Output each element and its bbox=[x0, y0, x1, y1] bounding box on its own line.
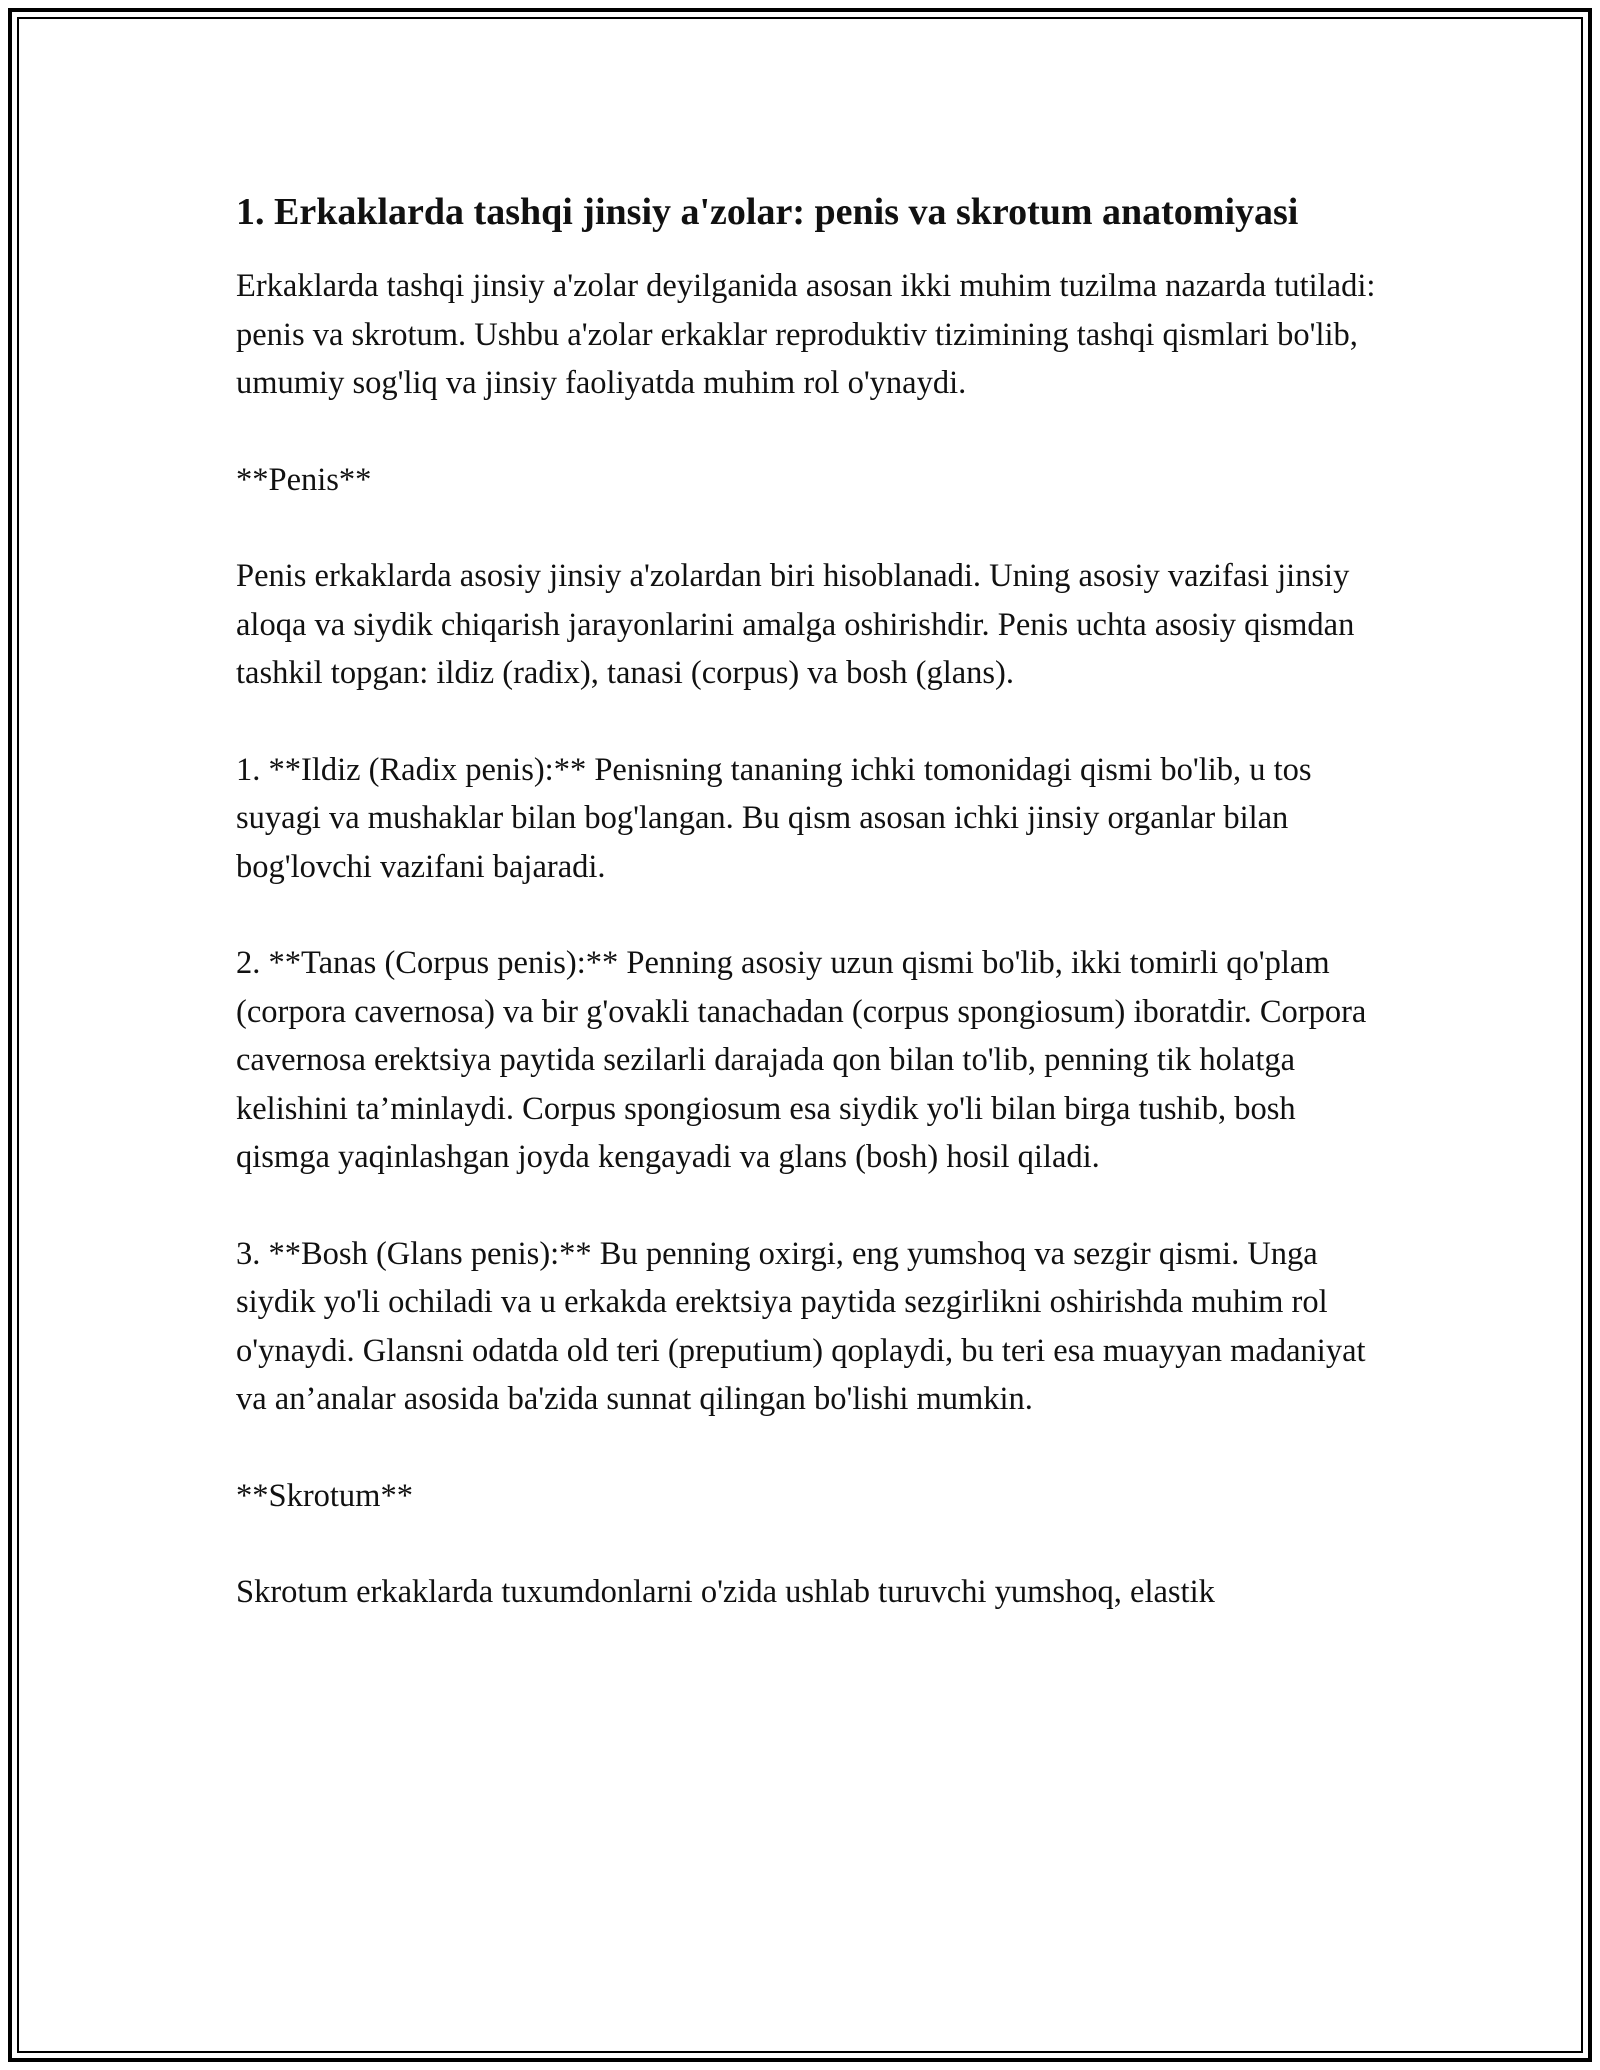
list-item-radix: 1. **Ildiz (Radix penis):** Penisning tananing ichki tomonidagi qismi bo'lib, u tos suyagi va mushaklar bilan bog'langan. Bu qism asosan ichki jinsiy organlar bilan bog'lovchi vazifani bajaradi. bbox=[236, 751, 1312, 885]
list-item-glans: 3. **Bosh (Glans penis):** Bu penning oxirgi, eng yumshoq va sezgir qismi. Unga siydik yo'li ochiladi va u erkakda erektsiya paytida sezgirlikni oshirishda muhim rol o'ynaydi. Glansni odatda old teri (preputium) qoplaydi, bu teri esa muayyan madaniyat va an’analar asosida ba'zida sunnat qilingan bo'lishi mumkin. bbox=[236, 1235, 1366, 1417]
list-item-corpus: 2. **Tanas (Corpus penis):** Penning asosiy uzun qismi bo'lib, ikki tomirli qo'plam (corpora cavernosa) va bir g'ovakli tanachadan (corpus spongiosum) iboratdir. Corpora cavernosa erektsiya paytida sezilarli darajada qon bilan to'lib, penning tik holatga kelishini ta’minlaydi. Corpus spongiosum esa siydik yo'li bilan birga tushib, bosh qismga yaqinlashgan joyda kengayadi va glans (bosh) hosil qiladi. bbox=[236, 945, 1367, 1175]
paragraph-skrotum: Skrotum erkaklarda tuxumdonlarni o'zida ushlab turuvchi yumshoq, elastik bbox=[236, 1574, 1215, 1610]
heading-penis: **Penis** bbox=[236, 461, 372, 498]
heading-skrotum: **Skrotum** bbox=[236, 1477, 413, 1514]
document-body bbox=[236, 185, 1376, 1665]
document-title: 1. Erkaklarda tashqi jinsiy a'zolar: penis va skrotum anatomiyasi bbox=[236, 191, 1299, 233]
paragraph-penis-overview: Penis erkaklarda asosiy jinsiy a'zolardan biri hisoblanadi. Uning asosiy vazifasi jinsiy aloqa va siydik chiqarish jarayonlarini amalga oshirishdir. Penis uchta asosiy qismdan tashkil topgan: ildiz (radix), tanasi (corpus) va bosh (glans). bbox=[236, 558, 1355, 691]
paragraph-intro: Erkaklarda tashqi jinsiy a'zolar deyilganida asosan ikki muhim tuzilma nazarda tutiladi: penis va skrotum. Ushbu a'zolar erkaklar reproduktiv tizimining tashqi qismlari bo'lib, umumiy sog'liq va jinsiy faoliyatda muhim rol o'ynaydi. bbox=[236, 268, 1376, 401]
